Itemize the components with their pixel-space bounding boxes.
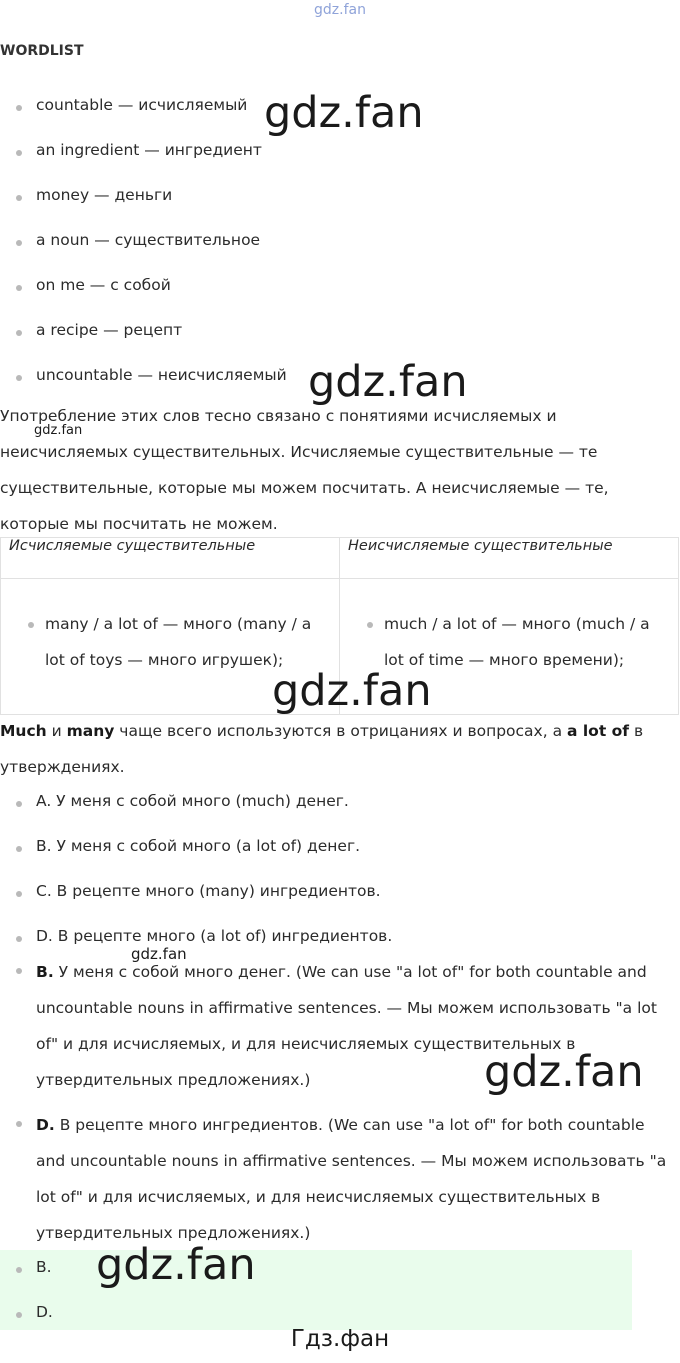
usage-paragraph: Much и many чаще всего используются в отрицаниях и вопросах, а a lot of в утверждениях.	[0, 722, 644, 776]
top-watermark: gdz.fan	[314, 2, 366, 18]
wordlist-entry: a noun — существительное	[36, 231, 261, 249]
watermark: gdz.fan	[484, 1047, 644, 1097]
option-text: B. У меня с собой много (a lot of) денег.	[36, 837, 361, 855]
option-text: C. В рецепте много (many) ингредиентов.	[36, 882, 381, 900]
wordlist-heading: WORDLIST	[0, 43, 84, 59]
answer-box	[0, 1250, 632, 1330]
explanation-text: D. В рецепте много ингредиентов. (We can use "a lot of" for both countable and uncountable nouns in affirmative sentences. — Мы можем использовать "a lot of" и для исчисляемых, и для неисчисляемых существительных в утвердительных предложениях.)	[36, 1116, 667, 1242]
explanation-text: B. У меня с собой много денег. (We can use "a lot of" for both countable and uncountable nouns in affirmative sentences. — Мы можем использовать "a lot of" и для исчисляемых, и для неисчисляемых существительных в утвердительных предложениях.)	[36, 963, 657, 1089]
footer-watermark: Гдз.фан	[290, 1326, 390, 1352]
wordlist-entry: an ingredient — ингредиент	[36, 141, 262, 159]
option-text: D. В рецепте много (a lot of) ингредиентов.	[36, 927, 393, 945]
wordlist-entry: uncountable — неисчисляемый	[36, 366, 287, 384]
answer-text: B.	[36, 1258, 52, 1276]
table-header-countable: Исчисляемые существительные	[1, 538, 340, 579]
table-cell-text: much / a lot of — много (much / a lot of time — много времени);	[384, 615, 650, 669]
watermark: gdz.fan	[34, 423, 83, 438]
wordlist-entry: on me — с собой	[36, 276, 171, 294]
wordlist-entry: countable — исчисляемый	[36, 96, 248, 114]
wordlist-entry: money — деньги	[36, 186, 173, 204]
option-text: A. У меня с собой много (much) денег.	[36, 792, 349, 810]
answer-text: D.	[36, 1303, 53, 1321]
watermark: gdz.fan	[272, 666, 432, 716]
table-header-uncountable: Неисчисляемые существительные	[340, 538, 679, 579]
intro-paragraph: Употребление этих слов тесно связано с понятиями исчисляемых и неисчисляемых существительных. Исчисляемые существительные — те существительные, которые мы можем посчитать. А неисчисляемые — те, которые мы посчитать не можем.	[0, 407, 609, 533]
wordlist-entry: a recipe — рецепт	[36, 321, 183, 339]
table-cell-text: many / a lot of — много (many / a lot of toys — много игрушек);	[45, 615, 312, 669]
watermark: gdz.fan	[131, 945, 187, 963]
watermark: gdz.fan	[264, 88, 424, 138]
watermark: gdz.fan	[308, 357, 468, 407]
watermark: gdz.fan	[96, 1240, 256, 1290]
